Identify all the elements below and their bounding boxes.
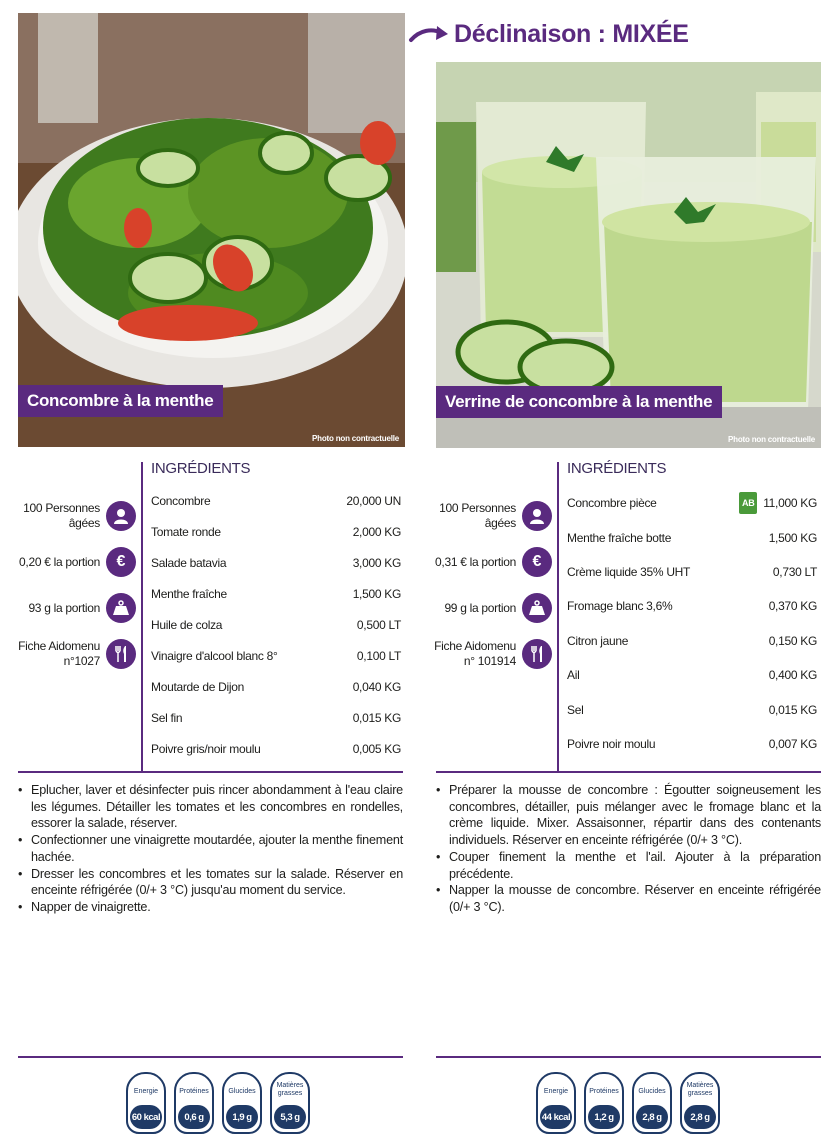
salad-image [18, 13, 405, 447]
nutrition-badge-energy [126, 1072, 166, 1134]
nutrition-label: Energie [133, 1088, 159, 1095]
ingredient-qty: 11,000 KG [763, 496, 817, 511]
nutrition-facts [126, 1072, 310, 1134]
nutrition-value: 0,6 g [178, 1105, 210, 1129]
ingredient-row [151, 517, 401, 548]
ingredient-qty: 0,007 KG [768, 736, 817, 751]
recipe-meta [434, 496, 552, 680]
ingredient-qty: 0,370 KG [768, 599, 817, 614]
ingredient-qty: 0,015 KG [768, 702, 817, 717]
dish-title: Verrine de concombre à la menthe [436, 386, 722, 418]
organic-ab-icon: AB [739, 492, 757, 514]
ingredient-qty: 0,730 LT [772, 564, 817, 579]
ingredient-row [567, 658, 817, 692]
step-item: • Napper la mousse de concombre. Réserver en enceinte réfrigérée (0/+ 3 °C). [436, 882, 821, 915]
sheet-text: Fiche Aidomenu n° 101914 [434, 639, 516, 668]
step-item: • Couper finement la menthe et l'ail. Ajouter à la préparation précédente. [436, 849, 821, 882]
nutrition-value: 5,3 g [274, 1105, 306, 1129]
cutlery-icon [106, 639, 136, 669]
ingredient-name: Vinaigre d'alcool blanc 8° [151, 648, 278, 663]
ingredient-qty: 0,500 LT [356, 618, 401, 632]
nutrition-badge-fat [270, 1072, 310, 1134]
meta-cost [434, 542, 552, 582]
divider-horizontal [18, 1056, 403, 1058]
ingredient-row [151, 486, 401, 517]
ingredient-qty: 0,400 KG [768, 668, 817, 683]
ingredient-name: Concombre pièce [567, 496, 657, 511]
meta-servings [18, 496, 136, 536]
meta-sheet [434, 634, 552, 674]
dish-photo [18, 13, 405, 447]
nutrition-label: Protéines [179, 1088, 209, 1095]
cost-text: 0,31 € la portion [435, 554, 516, 569]
ingredient-name: Concombre [151, 494, 211, 509]
meta-cost [18, 542, 136, 582]
dish-photo [436, 62, 821, 448]
meta-sheet [18, 634, 136, 674]
nutrition-value: 1,9 g [226, 1105, 258, 1129]
ingredient-row [151, 579, 401, 610]
weight-icon [106, 593, 136, 623]
ingredient-name: Tomate ronde [151, 525, 221, 540]
ingredient-row [567, 555, 817, 589]
nutrition-label: Protéines [589, 1088, 619, 1095]
nutrition-badge-carbs [222, 1072, 262, 1134]
recipe-column-right [436, 0, 826, 1140]
divider-vertical [141, 462, 143, 772]
nutrition-badge-proteins [584, 1072, 624, 1134]
ingredients-list [151, 460, 401, 764]
ingredient-qty: 0,150 KG [768, 633, 817, 648]
divider-horizontal [436, 771, 821, 773]
recipe-meta [18, 496, 136, 680]
ingredient-qty: 0,040 KG [352, 679, 401, 694]
divider-horizontal [18, 771, 403, 773]
ingredient-row [151, 640, 401, 671]
cost-text: 0,20 € la portion [19, 554, 100, 569]
step-item: • Napper de vinaigrette. [18, 899, 403, 916]
ingredient-name: Fromage blanc 3,6% [567, 599, 673, 614]
ingredient-name: Huile de colza [151, 618, 223, 632]
nutrition-value: 2,8 g [636, 1105, 668, 1129]
person-icon [106, 501, 136, 531]
servings-text: 100 Personnes âgées [439, 501, 516, 530]
ingredient-qty: 2,000 KG [352, 525, 401, 540]
ingredient-row [151, 702, 401, 733]
ingredient-qty: 0,005 KG [352, 741, 401, 756]
cutlery-icon [522, 639, 552, 669]
ingredient-qty: 20,000 UN [346, 494, 401, 509]
step-item: • Eplucher, laver et désinfecter puis rincer abondamment à l'eau claire les légumes. Détailler les tomates et les concombres en rondelles, essorer la salade, réserver. [18, 782, 403, 832]
ingredient-name: Menthe fraîche botte [567, 530, 672, 545]
ingredient-name: Crème liquide 35% UHT [567, 564, 691, 579]
meta-portion [434, 588, 552, 628]
ingredients-list [567, 460, 817, 761]
ingredient-row [151, 548, 401, 579]
variant-title: Déclinaison : MIXÉE [454, 19, 689, 48]
step-item: • Confectionner une vinaigrette moutardée, ajouter la menthe finement hachée. [18, 832, 403, 865]
ingredient-row [567, 589, 817, 623]
divider-vertical [557, 462, 559, 772]
nutrition-label: Glucides [638, 1088, 666, 1095]
weight-icon [522, 593, 552, 623]
nutrition-value: 1,2 g [588, 1105, 620, 1129]
servings-text: 100 Personnes âgées [23, 501, 100, 530]
nutrition-label: Matières grasses [686, 1082, 714, 1097]
ingredient-name: Poivre noir moulu [567, 736, 656, 751]
meta-servings [434, 496, 552, 536]
ingredient-name: Moutarde de Dijon [151, 679, 244, 694]
preparation-steps [18, 782, 403, 916]
portion-text: 93 g la portion [28, 600, 100, 615]
nutrition-value: 60 kcal [130, 1105, 162, 1129]
person-icon [522, 501, 552, 531]
ingredient-row [151, 733, 401, 764]
ingredients-title: INGRÉDIENTS [567, 460, 667, 477]
nutrition-value: 44 kcal [540, 1105, 572, 1129]
nutrition-value: 2,8 g [684, 1105, 716, 1129]
ingredient-row [567, 520, 817, 554]
ingredient-name: Poivre gris/noir moulu [151, 741, 261, 756]
ingredient-name: Sel fin [151, 710, 183, 725]
ingredient-name: Ail [567, 668, 580, 683]
ingredient-name: Salade batavia [151, 556, 227, 571]
recipe-column-left [18, 0, 408, 1140]
divider-horizontal [436, 1056, 821, 1058]
ingredient-row [567, 624, 817, 658]
ingredient-qty: 1,500 KG [768, 530, 817, 545]
meta-portion [18, 588, 136, 628]
ingredient-name: Menthe fraîche [151, 587, 227, 602]
nutrition-label: Glucides [228, 1088, 256, 1095]
ingredient-qty: 0,100 LT [356, 648, 401, 663]
step-item: • Dresser les concombres et les tomates sur la salade. Réserver en enceinte réfrigérée (0/+ 3 °C) jusqu'au moment du service. [18, 866, 403, 899]
step-item: • Préparer la mousse de concombre : Égoutter soigneusement les concombres, détailler, puis mélanger avec le fromage blanc et la crème liquide. Mixer. Assaisonner, répartir dans des contenants individuels. Réserver en enceinte réfrigérée (0/+ 3 °C). [436, 782, 821, 849]
ingredient-row [567, 692, 817, 726]
preparation-steps [436, 782, 821, 916]
ingredient-name: Sel [567, 702, 584, 717]
ingredients-title: INGRÉDIENTS [151, 460, 251, 477]
ingredient-qty: 0,015 KG [352, 710, 401, 725]
euro-icon: € [106, 547, 136, 577]
nutrition-badge-energy [536, 1072, 576, 1134]
euro-icon: € [522, 547, 552, 577]
nutrition-label: Matières grasses [276, 1082, 304, 1097]
ingredient-row [151, 610, 401, 641]
sheet-text: Fiche Aidomenu n°1027 [18, 639, 100, 668]
portion-text: 99 g la portion [444, 600, 516, 615]
photo-note: Photo non contractuelle [312, 434, 399, 443]
ingredient-name: Citron jaune [567, 633, 629, 648]
ingredient-row [151, 671, 401, 702]
nutrition-badge-carbs [632, 1072, 672, 1134]
nutrition-label: Energie [543, 1088, 569, 1095]
ingredient-row [567, 486, 817, 520]
nutrition-badge-fat [680, 1072, 720, 1134]
ingredient-qty: 1,500 KG [352, 587, 401, 602]
ingredient-row [567, 727, 817, 761]
ingredient-qty: 3,000 KG [352, 556, 401, 571]
photo-note: Photo non contractuelle [728, 435, 815, 444]
nutrition-badge-proteins [174, 1072, 214, 1134]
dish-title: Concombre à la menthe [18, 385, 223, 417]
nutrition-facts [536, 1072, 720, 1134]
